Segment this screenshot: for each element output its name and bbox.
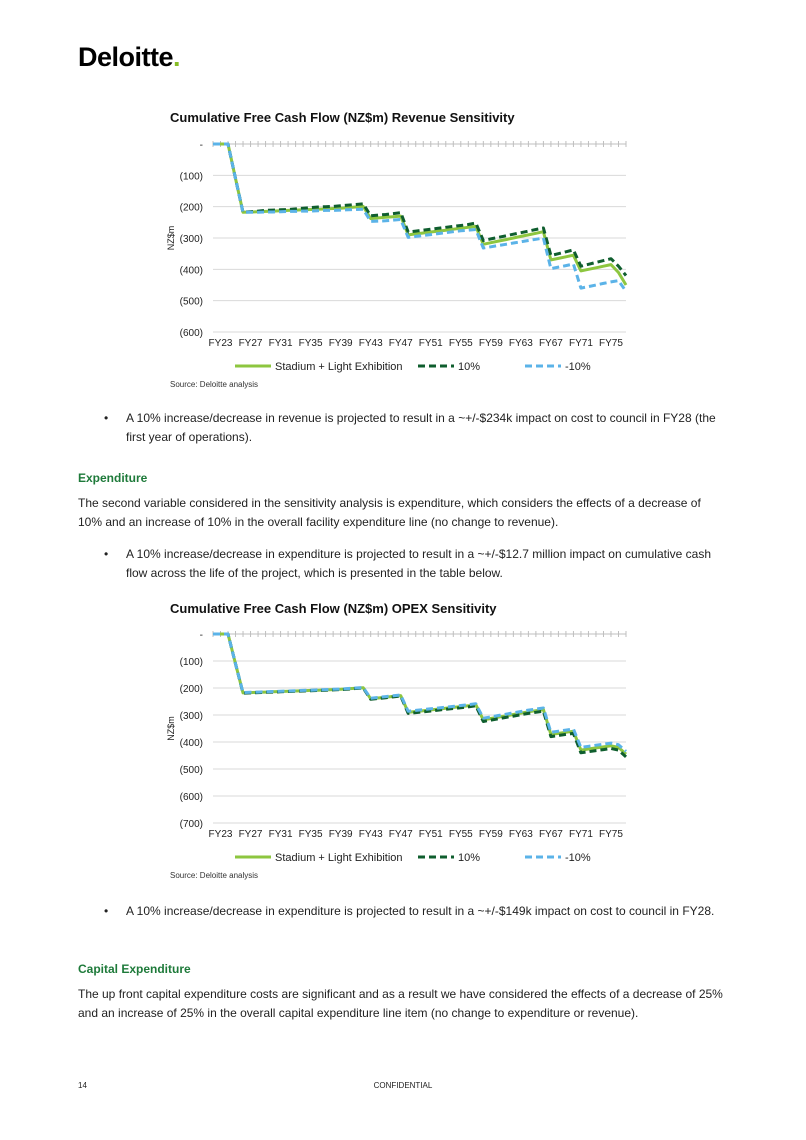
x-tick-label: FY51	[418, 338, 443, 349]
y-tick-label: (300)	[179, 711, 203, 722]
legend-label: Stadium + Light Exhibition	[275, 852, 403, 864]
chart-title-revenue: Cumulative Free Cash Flow (NZ$m) Revenue Sensitivity	[170, 110, 515, 125]
legend-label: 10%	[458, 852, 481, 864]
x-tick-label: FY71	[568, 829, 593, 840]
bullet-text: A 10% increase/decrease in expenditure is projected to result in a ~+/-$149k impact on cost to council in FY28.	[126, 904, 715, 918]
x-tick-label: FY43	[358, 338, 383, 349]
paragraph-capital-expenditure: The up front capital expenditure costs are significant and as a result we have considered the effects of a decrease of 25% and an increase of 25% in the overall capital expenditure line item (no change to expenditure or revenue).	[78, 987, 723, 1020]
deloitte-logo: Deloitte.	[78, 42, 181, 72]
x-tick-label: FY59	[478, 829, 503, 840]
chart-title-opex: Cumulative Free Cash Flow (NZ$m) OPEX Sensitivity	[170, 601, 497, 616]
revenue-chart-svg	[160, 132, 640, 382]
x-tick-label: FY35	[298, 338, 323, 349]
chart-source-revenue: Source: Deloitte analysis	[170, 380, 259, 389]
x-tick-label: FY27	[238, 829, 263, 840]
paragraph-expenditure: The second variable considered in the sensitivity analysis is expenditure, which considers the effects of a decrease of 10% and an increase of 10% in the overall facility expenditure line (no change to revenue).	[78, 496, 701, 529]
y-tick-label: (300)	[179, 234, 203, 245]
heading-expenditure: Expenditure	[78, 471, 148, 485]
x-tick-label: FY35	[298, 829, 323, 840]
y-tick-label: -	[199, 140, 203, 151]
x-tick-label: FY63	[508, 829, 533, 840]
x-tick-label: FY63	[508, 338, 533, 349]
opex-sensitivity-chart	[160, 622, 640, 877]
y-tick-label: (200)	[179, 684, 203, 695]
bullet-point: •	[104, 411, 109, 425]
bullet-text: A 10% increase/decrease in revenue is projected to result in a ~+/-$234k impact on cost to council in FY28 (the first year of operations).	[126, 411, 716, 444]
x-tick-label: FY55	[448, 829, 473, 840]
opex-chart-svg	[160, 622, 640, 872]
legend-label: -10%	[565, 361, 591, 373]
bullet-point: •	[104, 547, 109, 561]
x-tick-label: FY67	[538, 829, 563, 840]
legend-label: 10%	[458, 361, 481, 373]
x-tick-label: FY23	[208, 829, 233, 840]
legend-label: Stadium + Light Exhibition	[275, 361, 403, 373]
x-tick-label: FY75	[599, 829, 623, 840]
x-tick-label: FY23	[208, 338, 233, 349]
y-tick-label: (500)	[179, 765, 203, 776]
y-axis-label: NZ$m	[166, 225, 176, 251]
page-number: 14	[78, 1081, 87, 1090]
y-tick-label: -	[199, 630, 203, 641]
bullet-point: •	[104, 904, 109, 918]
heading-capital-expenditure: Capital Expenditure	[78, 962, 191, 976]
y-tick-label: (500)	[179, 296, 203, 308]
series-line-stadium-light-exhibition	[213, 144, 626, 285]
x-tick-label: FY67	[538, 338, 563, 349]
x-tick-label: FY51	[418, 829, 443, 840]
x-tick-label: FY59	[478, 338, 503, 349]
x-tick-label: FY43	[358, 829, 383, 840]
y-tick-label: (700)	[179, 819, 203, 830]
series-line-10-	[213, 634, 626, 757]
chart-source-opex: Source: Deloitte analysis	[170, 871, 259, 880]
logo-dot: .	[173, 42, 181, 72]
y-tick-label: (600)	[179, 328, 203, 339]
y-tick-label: (400)	[179, 265, 203, 277]
legend-label: -10%	[565, 852, 591, 864]
y-tick-label: (200)	[179, 202, 203, 214]
y-tick-label: (600)	[179, 792, 203, 803]
y-tick-label: (400)	[179, 738, 203, 749]
x-tick-label: FY39	[328, 829, 353, 840]
x-tick-label: FY47	[388, 338, 413, 349]
bullet-text: A 10% increase/decrease in expenditure is projected to result in a ~+/-$12.7 million impact on cumulative cash flow across the life of the project, which is presented in the table below.	[126, 547, 711, 580]
x-tick-label: FY47	[388, 829, 413, 840]
y-tick-label: (100)	[179, 657, 203, 668]
revenue-sensitivity-chart	[160, 132, 640, 387]
x-tick-label: FY27	[238, 338, 263, 349]
x-tick-label: FY55	[448, 338, 473, 349]
y-tick-label: (100)	[179, 171, 203, 183]
y-axis-label: NZ$m	[166, 716, 176, 741]
x-tick-label: FY71	[568, 338, 593, 349]
confidential-label: CONFIDENTIAL	[373, 1081, 433, 1090]
x-tick-label: FY39	[328, 338, 353, 349]
x-tick-label: FY31	[268, 829, 293, 840]
x-tick-label: FY31	[268, 338, 293, 349]
x-tick-label: FY75	[599, 338, 623, 349]
